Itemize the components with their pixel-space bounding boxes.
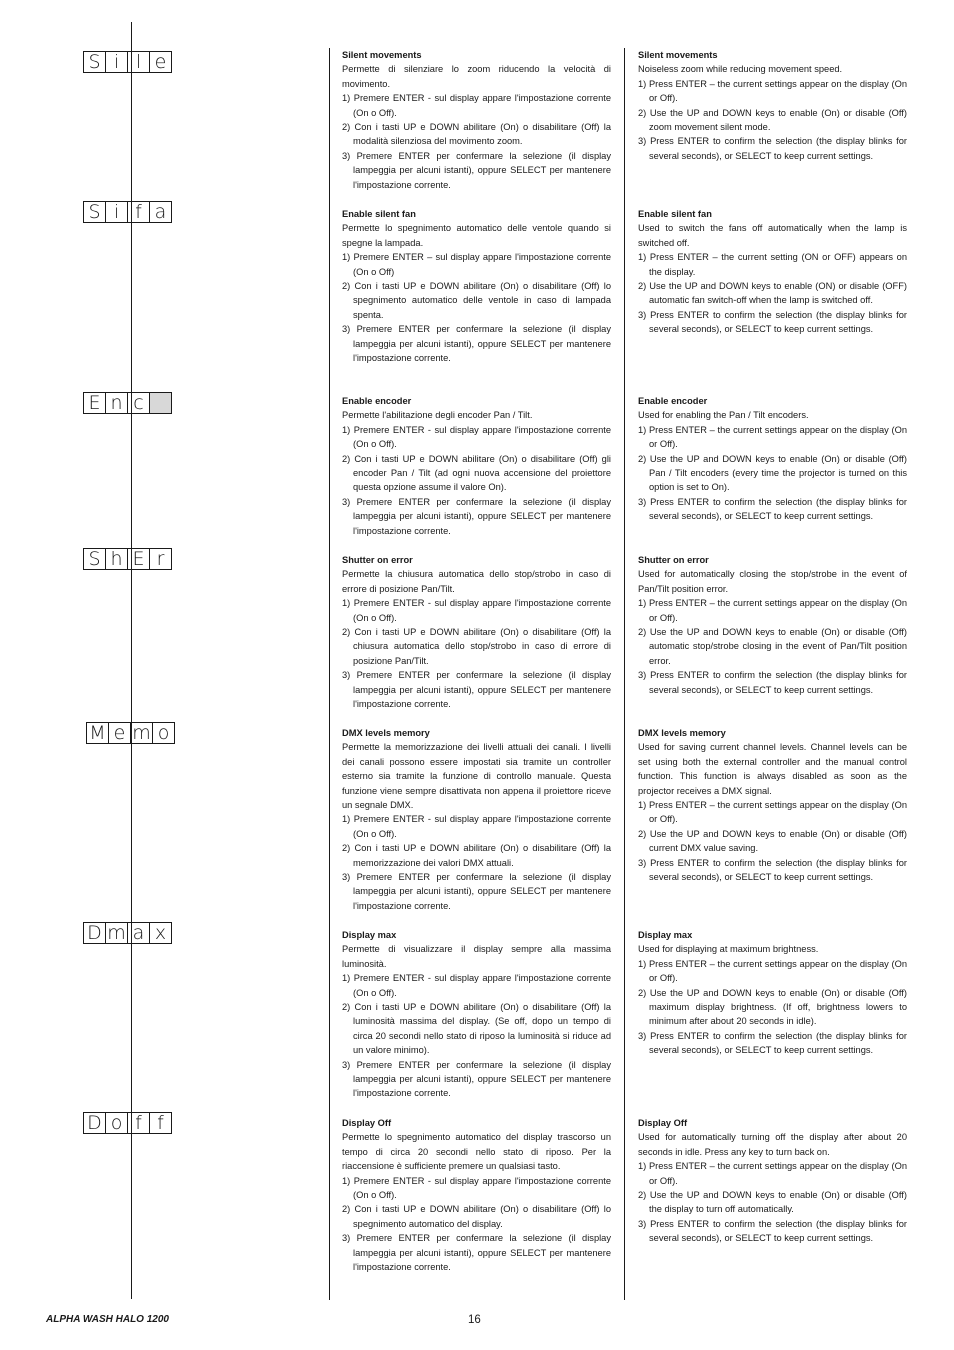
step: 3) Press ENTER to confirm the selection (the display blinks for several seconds), or SELECT to keep current settings. [638, 1030, 907, 1056]
display-char: f [157, 1112, 164, 1134]
right-vertical-rule [624, 48, 625, 1300]
step: 2) Use the UP and DOWN keys to enable (On) or disable (Off) zoom movement silent mode. [638, 107, 907, 133]
section-description: Permette lo spegnimento automatico del display trascorso un tempo di circa 20 secondi nello stato di riposo. Per la riaccensione è sufficiente premere un qualsiasi tasto. [342, 1132, 611, 1172]
section-title: Shutter on error [342, 555, 413, 565]
section-title: Enable silent fan [342, 209, 416, 219]
display-char: e [154, 51, 167, 73]
display-enc [83, 392, 172, 414]
step: 3) Press ENTER to confirm the selection (the display blinks for several seconds), or SELECT to keep current settings. [638, 1218, 907, 1244]
step: 1) Premere ENTER - sul display appare l'impostazione corrente (On o Off). [342, 1175, 611, 1201]
section-title: Silent movements [342, 50, 422, 60]
step: 3) Premere ENTER per confermare la selezione (il display lampeggia per alcuni istanti), oppure SELECT per mantenere l'impostazione corrente. [342, 150, 611, 190]
footer-product-name: ALPHA WASH HALO 1200 [46, 1314, 169, 1325]
step: 3) Premere ENTER per confermare la selezione (il display lampeggia per alcuni istanti), oppure SELECT per mantenere l'impostazione corrente. [342, 496, 611, 536]
section-it-shutter-on-error [342, 553, 611, 711]
display-char: e [109, 723, 131, 743]
display-char: r [156, 548, 165, 570]
section-en-silent-movements [638, 48, 907, 163]
section-title: Enable encoder [638, 396, 708, 406]
display-char: o [157, 722, 170, 744]
display-char: n [106, 393, 128, 413]
section-it-enable-encoder [342, 394, 611, 538]
step: 2) Con i tasti UP e DOWN abilitare (On) o disabilitare (Off) la memorizzazione dei valori DMX attuali. [342, 843, 611, 868]
section-it-dmx-levels-memory [342, 726, 611, 913]
section-description: Used to switch the fans off automatically when the lamp is switched off. [638, 223, 907, 248]
section-description: Permette la chiusura automatica dello stop/strobo in caso di errore di posizione Pan/Tilt. [342, 569, 611, 594]
section-title: Enable encoder [342, 396, 412, 406]
display-char: c [128, 393, 150, 413]
step: 2) Con i tasti UP e DOWN abilitare (On) o disabilitare (Off) gli encoder Pan / Tilt (ad ogni nuova accensione del proiettore questa opzione assume il valore On). [342, 453, 611, 493]
section-description: Permette lo spegnimento automatico delle ventole quando si spegne la lampada. [342, 223, 611, 248]
section-en-enable-silent-fan [638, 207, 907, 337]
display-char: D [84, 1113, 106, 1133]
section-title: DMX levels memory [342, 728, 430, 738]
step: 3) Premere ENTER per confermare la selezione (il display lampeggia per alcuni istanti), oppure SELECT per mantenere l'impostazione corrente. [342, 1233, 611, 1273]
step: 1) Premere ENTER - sul display appare l'impostazione corrente (On o Off). [342, 424, 611, 450]
display-char: o [106, 1113, 128, 1133]
section-title: Shutter on error [638, 555, 709, 565]
step: 3) Press ENTER to confirm the selection (the display blinks for several seconds), or SELECT to keep current settings. [638, 136, 907, 161]
display-char: D [84, 923, 106, 943]
page-number: 16 [468, 1314, 481, 1326]
step: 2) Con i tasti UP e DOWN abilitare (On) o disabilitare (Off) la luminosità massima del display. (Se off, dopo un tempo di circa 20 secondi nello stato di riposo la luminosità si riduce ad un valore minimo). [342, 1002, 611, 1056]
display-char: h [106, 549, 128, 569]
section-description: Permette di visualizzare il display sempre alla massima luminosità. [342, 944, 611, 969]
display-char: M [87, 723, 109, 743]
display-char: S [84, 549, 106, 569]
section-title: Display Off [342, 1118, 392, 1128]
display-char: S [84, 202, 106, 222]
step: 1) Premere ENTER - sul display appare l'impostazione corrente (On o Off). [342, 598, 611, 623]
step: 1) Premere ENTER - sul display appare l'impostazione corrente (On o Off). [342, 814, 611, 839]
display-char: m [131, 723, 153, 743]
step: 2) Use the UP and DOWN keys to enable (On) or disable (Off) the display to turn off automatically. [638, 1190, 907, 1215]
step: 2) Use the UP and DOWN keys to enable (On) or disable (Off) Pan / Tilt encoders (every time the projector is turned on this option is set to On). [638, 453, 907, 493]
section-en-display-max [638, 928, 907, 1058]
section-description: Permette di silenziare lo zoom riducendo la velocità di movimento. [342, 64, 611, 89]
section-title: Display max [638, 930, 693, 940]
display-char: i [106, 202, 128, 222]
step: 3) Press ENTER to confirm the selection (the display blinks for several seconds), or SELECT to keep current settings. [638, 670, 907, 695]
display-char: m [106, 923, 128, 943]
step: 3) Press ENTER to confirm the selection (the display blinks for several seconds), or SELECT to keep current settings. [638, 857, 907, 883]
section-it-enable-silent-fan [342, 207, 611, 365]
display-char-blank [150, 393, 171, 413]
section-en-display-off [638, 1116, 907, 1246]
display-memo [86, 722, 175, 744]
display-char: a [128, 923, 150, 943]
display-char: l [128, 52, 150, 72]
step: 2) Use the UP and DOWN keys to enable (On) or disable (Off) automatic stop/strobe closing in the event of Pan/Tilt position error. [638, 627, 907, 666]
step: 1) Press ENTER – the current settings appear on the display (On or Off). [638, 598, 907, 623]
section-description: Used for displaying at maximum brightness. [638, 944, 819, 955]
display-sile [83, 51, 172, 73]
center-vertical-rule [329, 48, 330, 1300]
display-char: f [128, 1113, 150, 1133]
step: 2) Con i tasti UP e DOWN abilitare (On) o disabilitare (Off) lo spegnimento automatico del display. [342, 1204, 611, 1229]
step: 3) Press ENTER to confirm the selection (the display blinks for several seconds), or SELECT to keep current settings. [638, 309, 907, 335]
step: 3) Premere ENTER per confermare la selezione (il display lampeggia per alcuni istanti), oppure SELECT per mantenere l'impostazione corrente. [342, 324, 611, 364]
display-char: E [128, 549, 150, 569]
section-description: Used for enabling the Pan / Tilt encoders. [638, 410, 809, 421]
section-it-silent-movements [342, 48, 611, 192]
section-en-shutter-on-error [638, 553, 907, 697]
step: 1) Premere ENTER – sul display appare l'impostazione corrente (On o Off) [342, 252, 611, 277]
step: 1) Press ENTER – the current settings appear on the display (On or Off). [638, 800, 907, 825]
section-it-display-max [342, 928, 611, 1101]
step: 1) Press ENTER – the current settings appear on the display (On or Off). [638, 424, 907, 450]
section-description: Used for automatically turning off the display after about 20 seconds in idle. Press any key to turn back on. [638, 1132, 907, 1157]
step: 3) Premere ENTER per confermare la selezione (il display lampeggia per alcuni istanti), oppure SELECT per mantenere l'impostazione corrente. [342, 872, 611, 911]
section-title: Display max [342, 930, 397, 940]
step: 2) Use the UP and DOWN keys to enable (On) or disable (Off) maximum display brightness. (If off, brightness lowers to minimum after about 20 seconds in idle). [638, 987, 907, 1027]
section-description: Permette la memorizzazione dei livelli attuali dei canali. I livelli dei canali possono essere impostati sia tramite un controller esterno sia tramite la funzione di controllo manuale. Questa funzione viene sempre disattivata non appena il proiettore riceve un segnale DMX. [342, 742, 611, 811]
step: 2) Use the UP and DOWN keys to enable (ON) or disable (OFF) automatic fan switch-off when the lamp is switched off. [638, 281, 907, 306]
step: 3) Premere ENTER per confermare la selezione (il display lampeggia per alcuni istanti), oppure SELECT per mantenere l'impostazione corrente. [342, 1059, 611, 1099]
step: 2) Use the UP and DOWN keys to enable (On) or disable (Off) current DMX value saving. [638, 828, 907, 854]
step: 2) Con i tasti UP e DOWN abilitare (On) o disabilitare (Off) la chiusura automatica dello stop/strobo in caso di errore di posizione Pan/Tilt. [342, 627, 611, 666]
display-char: i [106, 52, 128, 72]
section-it-display-off [342, 1116, 611, 1274]
section-en-enable-encoder [638, 394, 907, 524]
step: 1) Press ENTER – the current settings appear on the display (On or Off). [638, 78, 907, 104]
step: 1) Premere ENTER - sul display appare l'impostazione corrente (On o Off). [342, 93, 611, 118]
step: 3) Press ENTER to confirm the selection (the display blinks for several seconds), or SELECT to keep current settings. [638, 496, 907, 522]
step: 1) Premere ENTER - sul display appare l'impostazione corrente (On o Off). [342, 973, 611, 998]
display-char: x [154, 922, 167, 944]
step: 1) Press ENTER – the current settings appear on the display (On or Off). [638, 1161, 907, 1186]
display-char: E [84, 393, 106, 413]
step: 2) Con i tasti UP e DOWN abilitare (On) o disabilitare (Off) la modalità silenziosa del movimento zoom. [342, 122, 611, 147]
step: 3) Premere ENTER per confermare la selezione (il display lampeggia per alcuni istanti), oppure SELECT per mantenere l'impostazione corrente. [342, 670, 611, 710]
step: 1) Press ENTER – the current settings appear on the display (On or Off). [638, 958, 907, 984]
section-title: Display Off [638, 1118, 688, 1128]
display-sher [83, 548, 172, 570]
display-char: S [84, 52, 106, 72]
section-description: Permette l'abilitazione degli encoder Pan / Tilt. [342, 410, 533, 421]
display-char: a [154, 201, 167, 223]
section-description: Noiseless zoom while reducing movement speed. [638, 64, 843, 75]
display-doff [83, 1112, 172, 1134]
display-char: f [128, 202, 150, 222]
display-dmax [83, 922, 172, 944]
section-description: Used for automatically closing the stop/strobe in the event of Pan/Tilt position error. [638, 569, 907, 594]
section-title: DMX levels memory [638, 728, 726, 738]
display-sifa [83, 201, 172, 223]
step: 2) Con i tasti UP e DOWN abilitare (On) o disabilitare (Off) lo spegnimento automatico delle ventole in caso di lampada spenta. [342, 281, 611, 320]
section-title: Silent movements [638, 50, 718, 60]
section-en-dmx-levels-memory [638, 726, 907, 884]
step: 1) Press ENTER – the current setting (ON or OFF) appears on the display. [638, 252, 907, 277]
section-description: Used for saving current channel levels. Channel levels can be set using both the external controller and the manual control function. This function is always disabled as soon as the projector receives a DMX signal. [638, 742, 907, 796]
section-title: Enable silent fan [638, 209, 712, 219]
